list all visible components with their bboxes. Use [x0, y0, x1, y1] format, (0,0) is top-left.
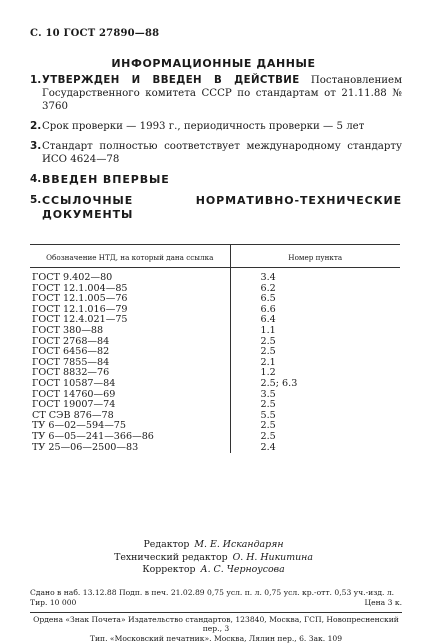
clause-cell: 2.5; 6.3 [260, 377, 298, 389]
item-number: 5. [30, 194, 42, 206]
clause-cell: 1.2 [260, 367, 276, 379]
document-cell: ГОСТ 10587—84 [30, 379, 230, 390]
info-item-2 [30, 120, 402, 133]
editor-role: Корректор [142, 564, 196, 575]
document-title: ИНФОРМАЦИОННЫЕ ДАННЫЕ [111, 57, 316, 70]
clause-cell: 2.4 [260, 441, 276, 453]
item-number: 3. [30, 140, 42, 152]
document-cell: ГОСТ 12.1.016—79 [30, 305, 230, 316]
document-cell: ТУ 25—06—2500—83 [30, 443, 230, 454]
clause-cell: 2.5 [260, 399, 276, 411]
imprint-block [30, 588, 402, 607]
clause-cell: 2.1 [260, 356, 276, 368]
table-body [30, 268, 400, 454]
editor-name: А. С. Черноусова [200, 564, 285, 575]
clause-cell: 2.5 [260, 420, 276, 432]
item-text: Срок проверки — 1993 г., периодичность проверки — 5 лет [42, 121, 365, 132]
info-item-4 [30, 173, 402, 187]
item-text: Стандарт полностью соответствует международному стандарту ИСО 4624—78 [42, 141, 402, 165]
clause-cell: 2.5 [260, 346, 276, 358]
document-cell: ГОСТ 6456—82 [30, 347, 230, 358]
editor-name: О. Н. Никитина [232, 551, 313, 563]
info-item-1 [30, 74, 402, 113]
clause-cell: 6.2 [260, 282, 276, 294]
editor-line [0, 539, 427, 552]
imprint-line-1: Сдано в наб. 13.12.88 Подп. в печ. 21.02.89 0,75 усл. п. л. 0,75 усл. кр.-отт. 0,53 уч.-изд. л. [30, 588, 395, 597]
info-item-5 [30, 194, 402, 222]
document-cell: ГОСТ 380—88 [30, 326, 230, 337]
info-items [30, 74, 402, 229]
column-header-clause: Номер пункта [230, 245, 400, 268]
item-caps-text: ВВЕДЕН ВПЕРВЫЕ [42, 173, 170, 186]
editor-role: Редактор [143, 539, 190, 550]
document-cell: ТУ 6—05—241—366—86 [30, 432, 230, 443]
document-cell: ТУ 6—02—594—75 [30, 421, 230, 432]
page-header: С. 10 ГОСТ 27890—88 [30, 28, 160, 39]
document-cell: ГОСТ 9.402—80 [30, 268, 230, 284]
item-number: 4. [30, 173, 42, 185]
clause-cell: 6.4 [260, 314, 276, 326]
info-item-3 [30, 140, 402, 166]
document-cell: ГОСТ 2768—84 [30, 337, 230, 348]
table-row [30, 432, 400, 443]
document-cell: ГОСТ 8832—76 [30, 368, 230, 379]
references-table [30, 244, 400, 453]
table-row [30, 326, 400, 337]
table-row [30, 443, 400, 454]
corrector-line [0, 564, 427, 577]
clause-cell: 2.5 [260, 430, 276, 442]
publisher-block [30, 615, 402, 643]
editor-role: Технический редактор [114, 551, 228, 563]
editor-name: М. Е. Искандарян [194, 539, 284, 550]
clause-cell: 5.5 [260, 409, 276, 421]
price: Цена 3 к. [364, 597, 402, 607]
clause-cell: 3.5 [260, 388, 276, 400]
document-cell: СТ СЭВ 876—78 [30, 411, 230, 422]
item-number: 2. [30, 120, 42, 132]
technical-editor-line [0, 552, 427, 565]
publisher-line: Ордена «Знак Почета» Издательство стандартов, 123840, Москва, ГСП, Новопресненский пер., 3 [33, 615, 399, 634]
clause-cell: 6.6 [260, 303, 276, 315]
item-caps-text: ССЫЛОЧНЫЕ НОРМАТИВНО-ТЕХНИЧЕСКИЕ ДОКУМЕНТЫ [42, 194, 402, 221]
clause-cell: 2.5 [260, 335, 276, 347]
document-cell: ГОСТ 12.1.005—76 [30, 294, 230, 305]
editors-block [0, 539, 427, 577]
table-row [30, 379, 400, 390]
item-caps-text: УТВЕРЖДЕН И ВВЕДЕН В ДЕЙСТВИЕ [42, 75, 300, 86]
document-cell: ГОСТ 19007—74 [30, 400, 230, 411]
document-cell: ГОСТ 7855—84 [30, 358, 230, 369]
clause-cell: 1.1 [260, 324, 276, 336]
item-number: 1. [30, 74, 42, 86]
document-cell: ГОСТ 12.1.004—85 [30, 284, 230, 295]
document-cell: ГОСТ 12.4.021—75 [30, 315, 230, 326]
item-text: Постановлением Государственного комитета СССР по стандартам от 21.11.88 № 3760 [42, 75, 402, 112]
divider [30, 612, 402, 613]
document-cell: ГОСТ 14760—69 [30, 390, 230, 401]
clause-cell: 3.4 [260, 272, 276, 283]
table-row [30, 268, 400, 284]
imprint-line-2 [30, 598, 402, 608]
column-header-document: Обозначение НТД, на который дана ссылка [30, 245, 230, 268]
table-header-row [30, 245, 400, 268]
printing-house-line: Тип. «Московский печатник». Москва, Лялин пер., 6. Зак. 109 [89, 633, 343, 643]
clause-cell: 6.5 [260, 293, 276, 305]
print-run: Тир. 10 000 [30, 597, 77, 607]
